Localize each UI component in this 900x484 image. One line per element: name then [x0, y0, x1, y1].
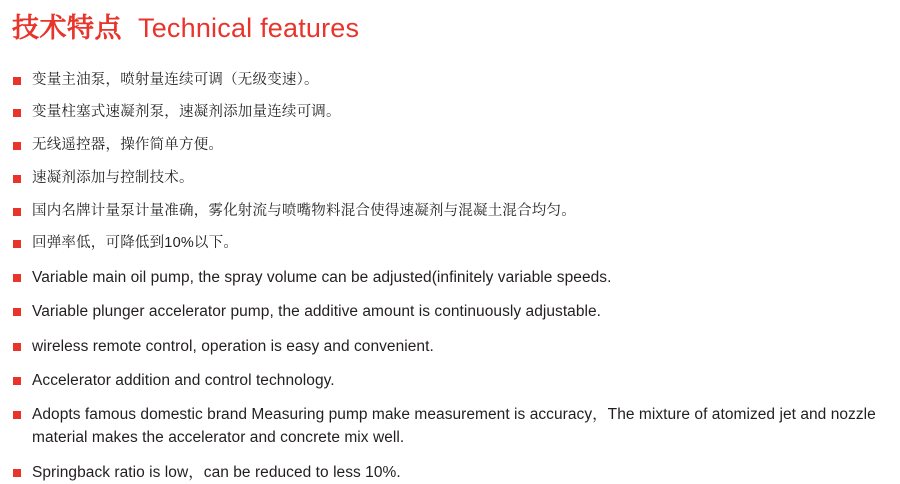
list-item [10, 369, 890, 392]
square-bullet-icon [13, 274, 21, 282]
list-item-text: 回弹率低，可降低到10%以下。 [32, 235, 239, 252]
list-item-text: 变量柱塞式速凝剂泵，速凝剂添加量连续可调。 [32, 104, 341, 121]
features-list [10, 70, 890, 484]
list-item-text: 速凝剂添加与控制技术。 [32, 169, 194, 186]
square-bullet-icon [13, 109, 21, 117]
square-bullet-icon [13, 240, 21, 248]
list-item [10, 403, 890, 450]
square-bullet-icon [13, 142, 21, 150]
square-bullet-icon [13, 208, 21, 216]
square-bullet-icon [13, 175, 21, 183]
square-bullet-icon [13, 77, 21, 85]
list-item [10, 70, 890, 92]
list-item [10, 335, 890, 358]
list-item-text: Springback ratio is low，can be reduced to less 10%. [32, 463, 401, 481]
list-item [10, 300, 890, 323]
square-bullet-icon [13, 308, 21, 316]
list-item [10, 168, 890, 190]
square-bullet-icon [13, 377, 21, 385]
list-item-text: Accelerator addition and control technology. [32, 371, 335, 389]
list-item-text: Adopts famous domestic brand Measuring pump make measurement is accuracy，The mixture of atomized jet and nozzle material makes the accelerator and concrete mix well. [32, 406, 876, 447]
list-item-text: Variable plunger accelerator pump, the additive amount is continuously adjustable. [32, 303, 602, 321]
list-item-text: Variable main oil pump, the spray volume can be adjusted(infinitely variable speeds. [32, 269, 612, 287]
square-bullet-icon [13, 343, 21, 351]
list-item [10, 233, 890, 255]
list-item-text: wireless remote control, operation is easy and convenient. [32, 337, 434, 355]
list-item [10, 102, 890, 124]
page-title [12, 14, 890, 44]
page-title-chinese: 技术特点 [12, 13, 122, 43]
list-item [10, 461, 890, 484]
page-title-english: Technical features [138, 13, 360, 43]
list-item-text: 国内名牌计量泵计量准确，雾化射流与喷嘴物料混合使得速凝剂与混凝土混合均匀。 [32, 202, 576, 219]
square-bullet-icon [13, 411, 21, 419]
list-item [10, 266, 890, 289]
square-bullet-icon [13, 469, 21, 477]
list-item [10, 201, 890, 223]
list-item-text: 变量主油泵，喷射量连续可调（无级变速）。 [32, 71, 319, 88]
list-item-text: 无线遥控器，操作简单方便。 [32, 137, 224, 154]
list-item [10, 135, 890, 157]
